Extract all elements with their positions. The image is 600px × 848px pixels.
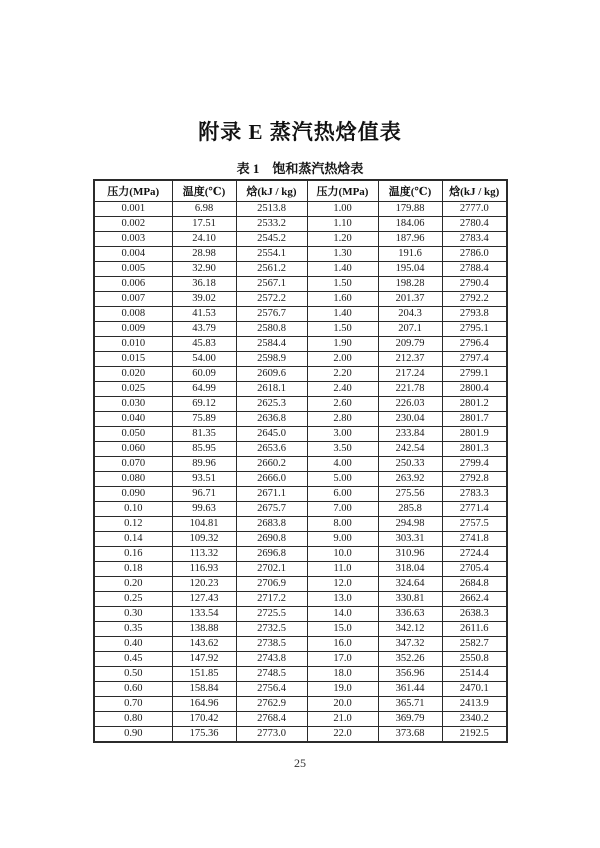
table-cell: 116.93 <box>172 562 236 577</box>
table-cell: 0.080 <box>94 472 172 487</box>
table-cell: 6.00 <box>307 487 378 502</box>
table-cell: 99.63 <box>172 502 236 517</box>
table-cell: 2582.7 <box>442 637 507 652</box>
table-row <box>94 277 507 292</box>
table-cell: 0.30 <box>94 607 172 622</box>
table-cell: 2792.8 <box>442 472 507 487</box>
table-cell: 2653.6 <box>236 442 307 457</box>
table-cell: 1.10 <box>307 217 378 232</box>
table-cell: 0.90 <box>94 727 172 743</box>
table-cell: 2768.4 <box>236 712 307 727</box>
table-cell: 2.60 <box>307 397 378 412</box>
table-row <box>94 502 507 517</box>
table-cell: 120.23 <box>172 577 236 592</box>
table-cell: 175.36 <box>172 727 236 743</box>
table-cell: 54.00 <box>172 352 236 367</box>
table-cell: 75.89 <box>172 412 236 427</box>
table-cell: 2706.9 <box>236 577 307 592</box>
table-cell: 324.64 <box>378 577 442 592</box>
table-row <box>94 637 507 652</box>
table-cell: 3.50 <box>307 442 378 457</box>
table-cell: 0.090 <box>94 487 172 502</box>
table-cell: 41.53 <box>172 307 236 322</box>
table-cell: 2702.1 <box>236 562 307 577</box>
table-cell: 2783.3 <box>442 487 507 502</box>
table-cell: 2580.8 <box>236 322 307 337</box>
table-cell: 0.16 <box>94 547 172 562</box>
table-cell: 191.6 <box>378 247 442 262</box>
table-cell: 2662.4 <box>442 592 507 607</box>
table-cell: 0.002 <box>94 217 172 232</box>
table-cell: 2684.8 <box>442 577 507 592</box>
table-cell: 1.50 <box>307 277 378 292</box>
table-cell: 22.0 <box>307 727 378 743</box>
table-cell: 2609.6 <box>236 367 307 382</box>
table-cell: 2773.0 <box>236 727 307 743</box>
table-cell: 330.81 <box>378 592 442 607</box>
table-cell: 2717.2 <box>236 592 307 607</box>
table-cell: 2788.4 <box>442 262 507 277</box>
table-row <box>94 217 507 232</box>
table-cell: 19.0 <box>307 682 378 697</box>
table-cell: 24.10 <box>172 232 236 247</box>
table-row <box>94 367 507 382</box>
table-cell: 2756.4 <box>236 682 307 697</box>
table-row <box>94 592 507 607</box>
table-cell: 0.008 <box>94 307 172 322</box>
table-cell: 0.40 <box>94 637 172 652</box>
table-cell: 2800.4 <box>442 382 507 397</box>
table-cell: 0.009 <box>94 322 172 337</box>
table-cell: 2741.8 <box>442 532 507 547</box>
table-cell: 3.00 <box>307 427 378 442</box>
table-cell: 2801.9 <box>442 427 507 442</box>
table-cell: 187.96 <box>378 232 442 247</box>
table-cell: 18.0 <box>307 667 378 682</box>
table-row <box>94 727 507 743</box>
table-cell: 64.99 <box>172 382 236 397</box>
table-cell: 2625.3 <box>236 397 307 412</box>
table-cell: 310.96 <box>378 547 442 562</box>
table-cell: 2470.1 <box>442 682 507 697</box>
table-row <box>94 562 507 577</box>
table-cell: 318.04 <box>378 562 442 577</box>
table-cell: 17.0 <box>307 652 378 667</box>
table-cell: 0.070 <box>94 457 172 472</box>
table-cell: 1.40 <box>307 262 378 277</box>
table-cell: 5.00 <box>307 472 378 487</box>
table-cell: 0.70 <box>94 697 172 712</box>
table-cell: 2683.8 <box>236 517 307 532</box>
table-row <box>94 517 507 532</box>
table-cell: 0.25 <box>94 592 172 607</box>
table-row <box>94 352 507 367</box>
table-row <box>94 472 507 487</box>
table-cell: 2660.2 <box>236 457 307 472</box>
table-cell: 2696.8 <box>236 547 307 562</box>
table-cell: 2783.4 <box>442 232 507 247</box>
table-cell: 2513.8 <box>236 202 307 217</box>
table-cell: 201.37 <box>378 292 442 307</box>
table-cell: 0.80 <box>94 712 172 727</box>
table-cell: 21.0 <box>307 712 378 727</box>
table-cell: 93.51 <box>172 472 236 487</box>
table-cell: 2192.5 <box>442 727 507 743</box>
table-cell: 143.62 <box>172 637 236 652</box>
table-cell: 2724.4 <box>442 547 507 562</box>
table-cell: 2545.2 <box>236 232 307 247</box>
table-cell: 158.84 <box>172 682 236 697</box>
table-cell: 303.31 <box>378 532 442 547</box>
table-row <box>94 202 507 217</box>
table-cell: 7.00 <box>307 502 378 517</box>
table-cell: 373.68 <box>378 727 442 743</box>
table-body <box>94 202 507 743</box>
table-cell: 2801.3 <box>442 442 507 457</box>
table-cell: 242.54 <box>378 442 442 457</box>
table-cell: 12.0 <box>307 577 378 592</box>
table-cell: 342.12 <box>378 622 442 637</box>
table-cell: 0.35 <box>94 622 172 637</box>
table-header-row <box>94 180 507 202</box>
table-cell: 13.0 <box>307 592 378 607</box>
table-cell: 2801.7 <box>442 412 507 427</box>
table-cell: 0.030 <box>94 397 172 412</box>
table-row <box>94 682 507 697</box>
table-cell: 369.79 <box>378 712 442 727</box>
table-row <box>94 442 507 457</box>
table-cell: 2.00 <box>307 352 378 367</box>
table-cell: 250.33 <box>378 457 442 472</box>
table-cell: 294.98 <box>378 517 442 532</box>
table-cell: 15.0 <box>307 622 378 637</box>
table-cell: 2705.4 <box>442 562 507 577</box>
table-cell: 2645.0 <box>236 427 307 442</box>
header-enthalpy-left: 焓(kJ / kg) <box>236 180 307 202</box>
table-cell: 2533.2 <box>236 217 307 232</box>
table-row <box>94 292 507 307</box>
table-cell: 2572.2 <box>236 292 307 307</box>
header-temperature-right: 温度(℃) <box>378 180 442 202</box>
table-cell: 1.90 <box>307 337 378 352</box>
table-cell: 85.95 <box>172 442 236 457</box>
table-row <box>94 382 507 397</box>
table-cell: 11.0 <box>307 562 378 577</box>
table-cell: 365.71 <box>378 697 442 712</box>
table-cell: 6.98 <box>172 202 236 217</box>
table-cell: 0.50 <box>94 667 172 682</box>
table-cell: 2762.9 <box>236 697 307 712</box>
table-cell: 2671.1 <box>236 487 307 502</box>
table-cell: 204.3 <box>378 307 442 322</box>
table-cell: 0.003 <box>94 232 172 247</box>
table-row <box>94 412 507 427</box>
table-cell: 138.88 <box>172 622 236 637</box>
table-cell: 20.0 <box>307 697 378 712</box>
table-cell: 2690.8 <box>236 532 307 547</box>
table-cell: 0.14 <box>94 532 172 547</box>
table-row <box>94 337 507 352</box>
table-cell: 0.010 <box>94 337 172 352</box>
table-cell: 226.03 <box>378 397 442 412</box>
table-cell: 2748.5 <box>236 667 307 682</box>
table-cell: 43.79 <box>172 322 236 337</box>
header-enthalpy-right: 焓(kJ / kg) <box>442 180 507 202</box>
table-cell: 2786.0 <box>442 247 507 262</box>
table-cell: 151.85 <box>172 667 236 682</box>
table-cell: 0.60 <box>94 682 172 697</box>
table-cell: 2561.2 <box>236 262 307 277</box>
table-cell: 45.83 <box>172 337 236 352</box>
table-cell: 2554.1 <box>236 247 307 262</box>
table-cell: 0.020 <box>94 367 172 382</box>
table-cell: 2550.8 <box>442 652 507 667</box>
table-row <box>94 652 507 667</box>
table-cell: 2.40 <box>307 382 378 397</box>
table-cell: 0.006 <box>94 277 172 292</box>
table-cell: 1.40 <box>307 307 378 322</box>
table-cell: 2738.5 <box>236 637 307 652</box>
table-cell: 275.56 <box>378 487 442 502</box>
table-cell: 2799.1 <box>442 367 507 382</box>
table-cell: 0.060 <box>94 442 172 457</box>
table-row <box>94 427 507 442</box>
table-row <box>94 667 507 682</box>
table-cell: 14.0 <box>307 607 378 622</box>
table-cell: 0.12 <box>94 517 172 532</box>
table-cell: 2732.5 <box>236 622 307 637</box>
table-cell: 89.96 <box>172 457 236 472</box>
table-cell: 0.005 <box>94 262 172 277</box>
table-row <box>94 322 507 337</box>
table-cell: 2598.9 <box>236 352 307 367</box>
table-row <box>94 262 507 277</box>
table-cell: 361.44 <box>378 682 442 697</box>
table-cell: 147.92 <box>172 652 236 667</box>
table-cell: 2514.4 <box>442 667 507 682</box>
table-cell: 352.26 <box>378 652 442 667</box>
table-cell: 230.04 <box>378 412 442 427</box>
table-row <box>94 547 507 562</box>
table-row <box>94 397 507 412</box>
table-cell: 2780.4 <box>442 217 507 232</box>
table-cell: 263.92 <box>378 472 442 487</box>
table-cell: 2611.6 <box>442 622 507 637</box>
table-row <box>94 487 507 502</box>
table-cell: 0.45 <box>94 652 172 667</box>
table-cell: 356.96 <box>378 667 442 682</box>
table-cell: 2340.2 <box>442 712 507 727</box>
table-cell: 1.50 <box>307 322 378 337</box>
table-cell: 133.54 <box>172 607 236 622</box>
table-cell: 10.0 <box>307 547 378 562</box>
table-cell: 1.20 <box>307 232 378 247</box>
table-cell: 2793.8 <box>442 307 507 322</box>
table-cell: 2795.1 <box>442 322 507 337</box>
table-cell: 0.050 <box>94 427 172 442</box>
table-cell: 32.90 <box>172 262 236 277</box>
table-cell: 347.32 <box>378 637 442 652</box>
table-cell: 0.007 <box>94 292 172 307</box>
table-row <box>94 712 507 727</box>
enthalpy-table <box>93 179 508 743</box>
table-cell: 9.00 <box>307 532 378 547</box>
table-cell: 285.8 <box>378 502 442 517</box>
table-row <box>94 607 507 622</box>
table-cell: 2725.5 <box>236 607 307 622</box>
table-cell: 2413.9 <box>442 697 507 712</box>
page-number: 25 <box>294 756 306 770</box>
table-cell: 28.98 <box>172 247 236 262</box>
table-cell: 2799.4 <box>442 457 507 472</box>
table-cell: 179.88 <box>378 202 442 217</box>
table-cell: 195.04 <box>378 262 442 277</box>
table-cell: 60.09 <box>172 367 236 382</box>
table-row <box>94 577 507 592</box>
table-cell: 127.43 <box>172 592 236 607</box>
table-cell: 1.00 <box>307 202 378 217</box>
table-cell: 2.80 <box>307 412 378 427</box>
table-cell: 1.30 <box>307 247 378 262</box>
table-cell: 0.001 <box>94 202 172 217</box>
table-cell: 0.20 <box>94 577 172 592</box>
table-cell: 2790.4 <box>442 277 507 292</box>
table-cell: 2771.4 <box>442 502 507 517</box>
table-cell: 2777.0 <box>442 202 507 217</box>
table-row <box>94 247 507 262</box>
table-cell: 207.1 <box>378 322 442 337</box>
table-cell: 17.51 <box>172 217 236 232</box>
table-row <box>94 532 507 547</box>
table-row <box>94 622 507 637</box>
table-cell: 2757.5 <box>442 517 507 532</box>
table-cell: 2743.8 <box>236 652 307 667</box>
table-cell: 0.10 <box>94 502 172 517</box>
table-cell: 96.71 <box>172 487 236 502</box>
table-cell: 2584.4 <box>236 337 307 352</box>
table-caption: 表 1 饱和蒸汽热焓表 <box>236 161 364 176</box>
table-cell: 81.35 <box>172 427 236 442</box>
table-cell: 16.0 <box>307 637 378 652</box>
table-row <box>94 457 507 472</box>
table-cell: 164.96 <box>172 697 236 712</box>
table-cell: 1.60 <box>307 292 378 307</box>
table-row <box>94 697 507 712</box>
table-cell: 233.84 <box>378 427 442 442</box>
table-cell: 217.24 <box>378 367 442 382</box>
table-cell: 221.78 <box>378 382 442 397</box>
table-cell: 2567.1 <box>236 277 307 292</box>
table-cell: 0.040 <box>94 412 172 427</box>
table-cell: 2792.2 <box>442 292 507 307</box>
table-cell: 212.37 <box>378 352 442 367</box>
table-cell: 2796.4 <box>442 337 507 352</box>
table-cell: 113.32 <box>172 547 236 562</box>
table-cell: 2801.2 <box>442 397 507 412</box>
table-cell: 2618.1 <box>236 382 307 397</box>
table-cell: 170.42 <box>172 712 236 727</box>
table-cell: 104.81 <box>172 517 236 532</box>
table-cell: 109.32 <box>172 532 236 547</box>
table-cell: 8.00 <box>307 517 378 532</box>
table-cell: 0.18 <box>94 562 172 577</box>
table-cell: 0.025 <box>94 382 172 397</box>
header-temperature-left: 温度(℃) <box>172 180 236 202</box>
table-cell: 0.004 <box>94 247 172 262</box>
table-row <box>94 232 507 247</box>
table-cell: 198.28 <box>378 277 442 292</box>
table-cell: 184.06 <box>378 217 442 232</box>
table-cell: 209.79 <box>378 337 442 352</box>
table-cell: 36.18 <box>172 277 236 292</box>
header-pressure-right: 压力(MPa) <box>307 180 378 202</box>
table-cell: 2.20 <box>307 367 378 382</box>
table-cell: 4.00 <box>307 457 378 472</box>
table-cell: 69.12 <box>172 397 236 412</box>
page-title: 附录 E 蒸汽热焓值表 <box>198 120 402 144</box>
table-row <box>94 307 507 322</box>
table-cell: 2797.4 <box>442 352 507 367</box>
table-cell: 2666.0 <box>236 472 307 487</box>
table-cell: 2675.7 <box>236 502 307 517</box>
table-cell: 336.63 <box>378 607 442 622</box>
table-cell: 2638.3 <box>442 607 507 622</box>
header-pressure-left: 压力(MPa) <box>94 180 172 202</box>
table-cell: 2636.8 <box>236 412 307 427</box>
table-cell: 39.02 <box>172 292 236 307</box>
table-cell: 2576.7 <box>236 307 307 322</box>
table-cell: 0.015 <box>94 352 172 367</box>
